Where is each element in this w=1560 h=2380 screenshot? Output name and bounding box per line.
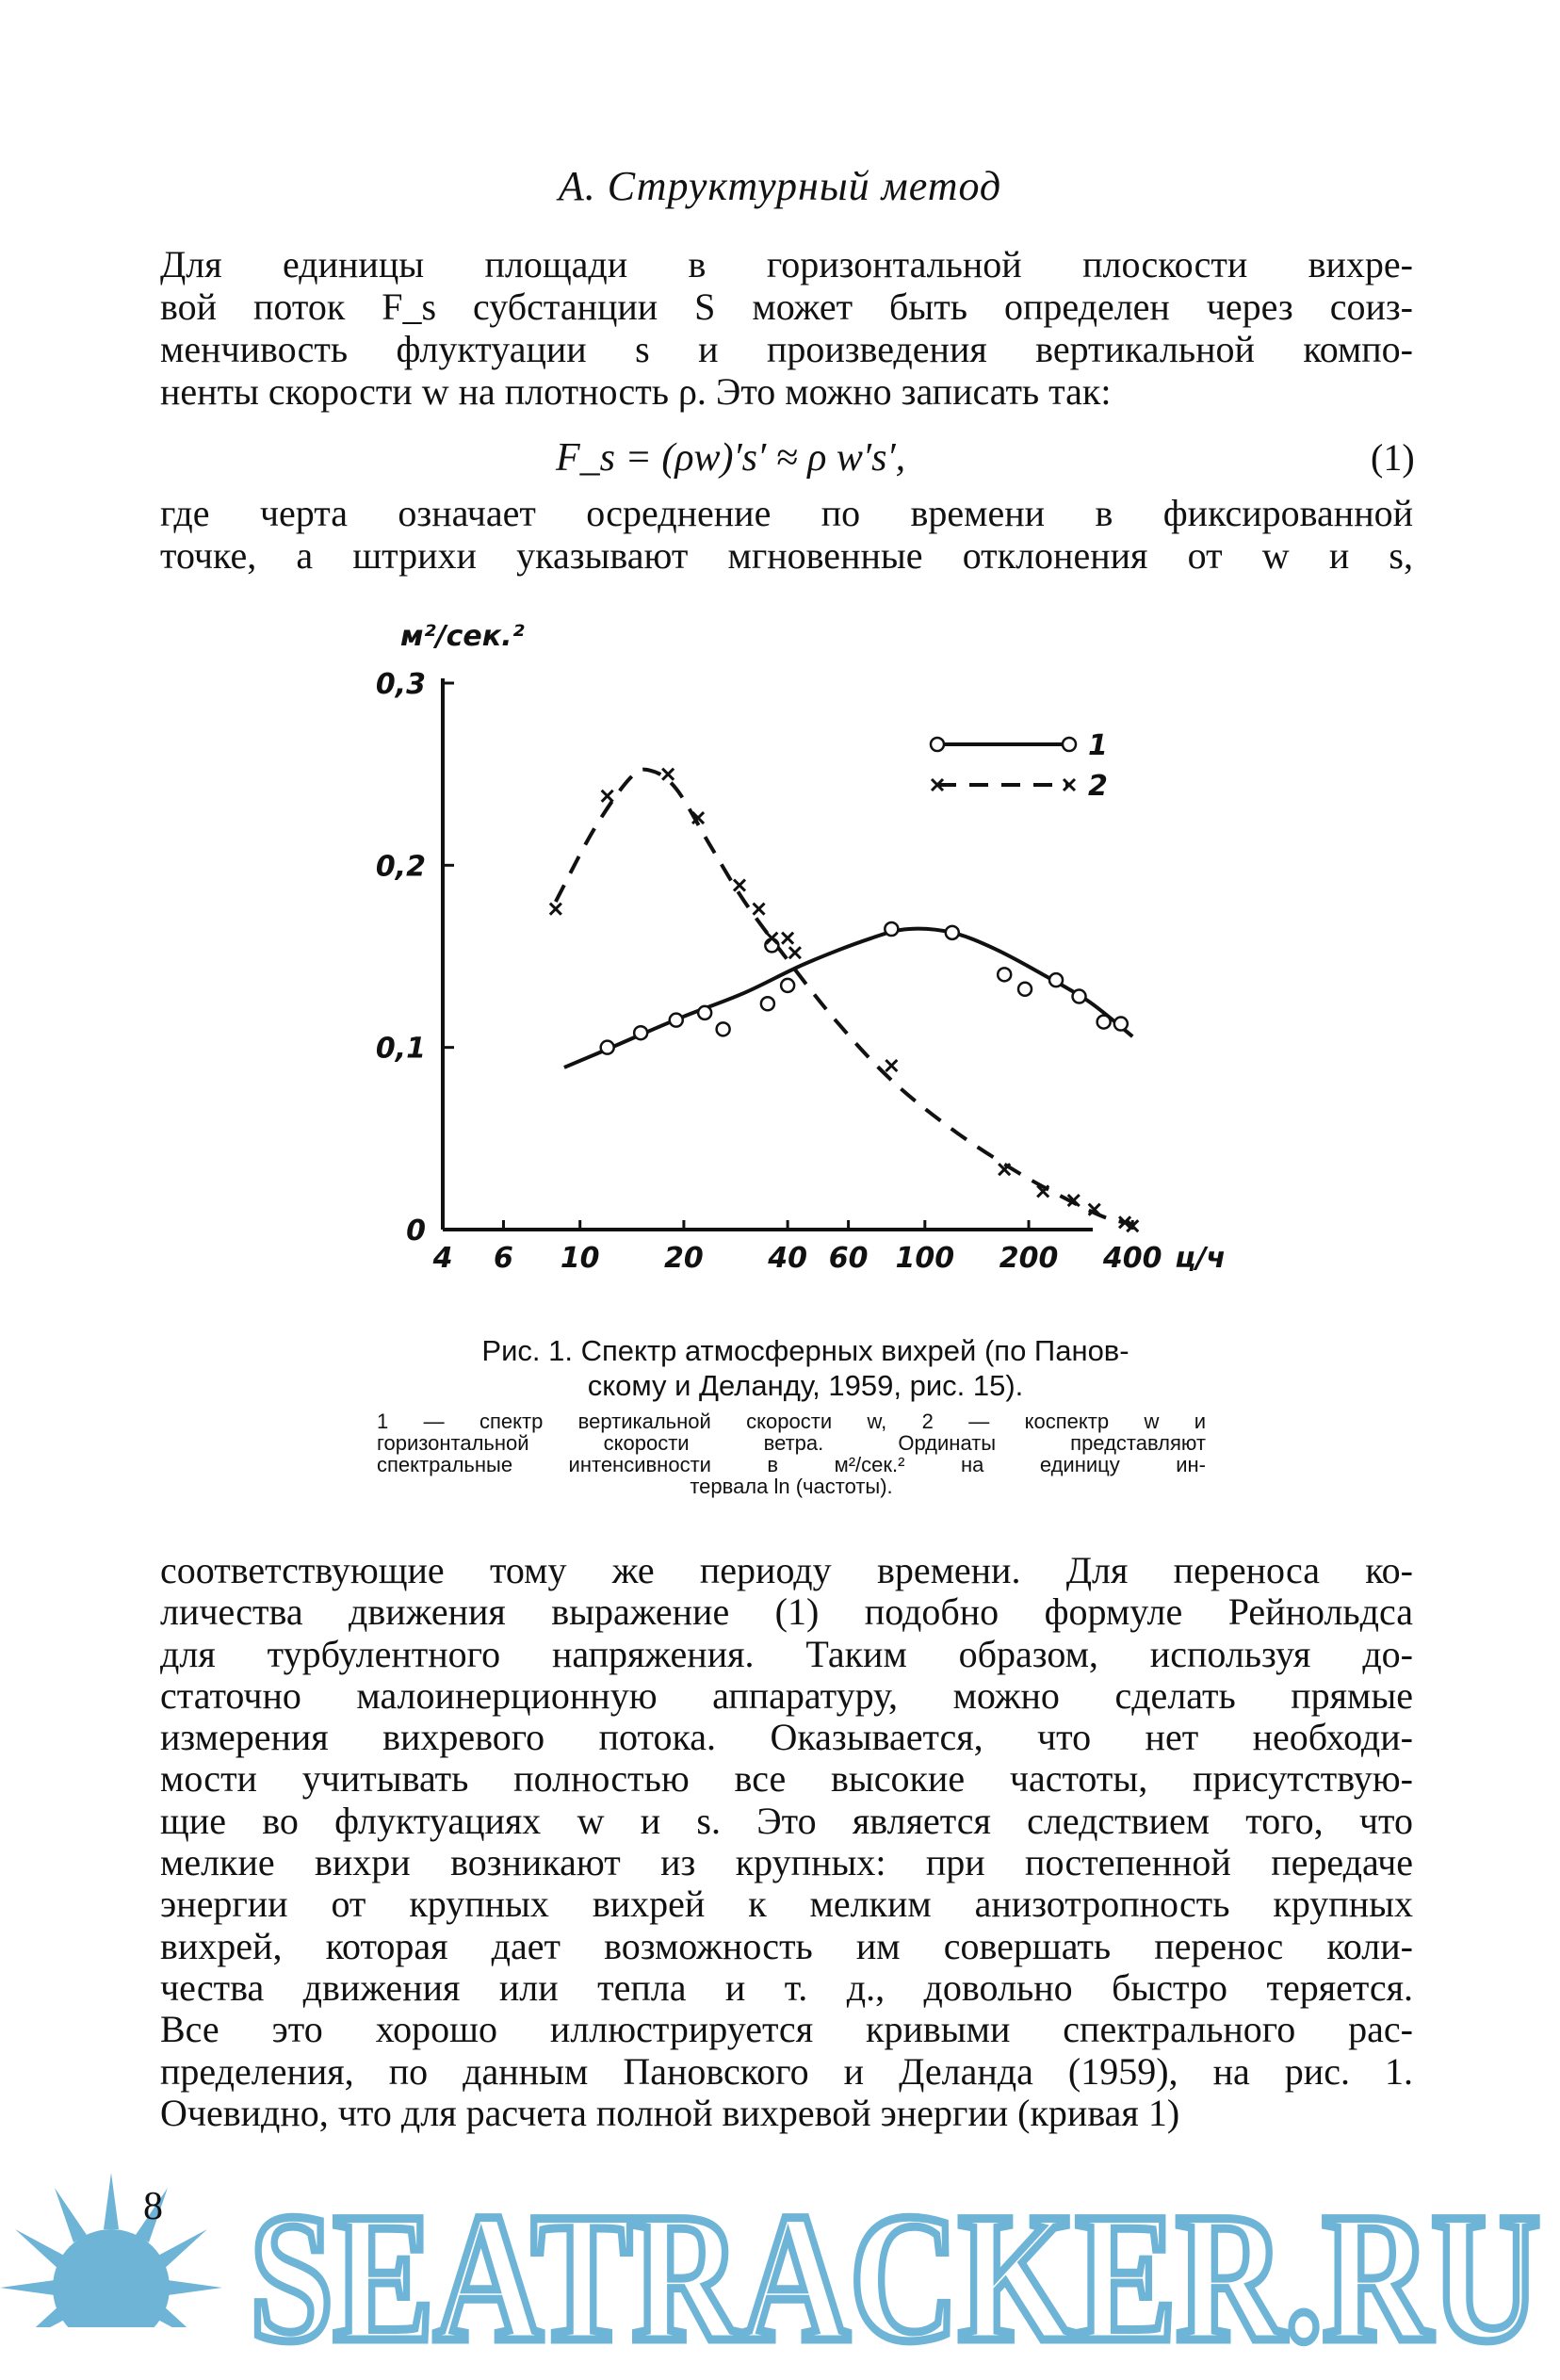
text-line: щие во флуктуациях w и s. Это является следствием того, что [160,1799,1413,1842]
caption-line: скому и Деланду, 1959, рис. 15). [587,1369,1024,1402]
spectrum-chart [358,617,1227,1314]
paragraph-1 [160,243,1413,413]
y-tick-label: 0 [406,1214,426,1247]
figure-caption [382,1333,1229,1403]
page-number: 8 [143,2185,163,2228]
text-line: вихрей, которая дает возможность им совершать перенос коли- [160,1924,1413,1967]
x-tick-label: 100 [895,1242,955,1275]
legend-marker-1 [931,738,944,751]
series-1-point [1018,983,1032,996]
x-tick-label: 200 [999,1242,1059,1275]
text-line: Для единицы площади в горизонтальной плоскости вихре- [160,243,1413,285]
series-1-line [564,929,1132,1068]
text-line: менчивость флуктуации s и произведения вертикальной компо- [160,328,1413,370]
caption-note-line: горизонтальной скорости ветра. Ординаты представляют [377,1431,1206,1455]
chart-points [550,769,1138,1231]
series-1-point [717,1022,730,1035]
y-tick-label: 0,3 [375,668,426,701]
text-line: личества движения выражение (1) подобно формуле Рейнольдса [160,1590,1413,1634]
series-1-point [1114,1018,1128,1031]
paragraph-2 [160,492,1413,577]
series-1-point [698,1006,711,1019]
text-line: Все это хорошо иллюстрируется кривыми спектрального рас- [160,2008,1413,2051]
x-tick-label: 4 [432,1242,453,1275]
series-2-line [556,770,1132,1225]
text-line: мелкие вихри возникают из крупных: при постепенной передаче [160,1841,1413,1884]
series-1-point [998,968,1011,981]
series-2-point [662,769,674,780]
series-2-point [886,1060,897,1071]
series-2-point [754,904,765,915]
formula: F_s = (ρw)′s′ ≈ ρ w′s′, [556,436,906,480]
text-line: энергии от крупных вихрей к мелким анизотропность крупных [160,1883,1413,1926]
series-2-point [550,904,561,915]
text-line: статочно малоинерционную аппаратуру, можно сделать прямые [160,1673,1413,1717]
series-1-point [670,1014,683,1027]
series-1-point [1097,1016,1111,1029]
x-tick-label: 40 [768,1242,807,1275]
caption-line: Рис. 1. Спектр атмосферных вихрей (по Панов- [481,1334,1129,1367]
watermark-text: SEATRACKER.RU [250,2176,1540,2380]
x-tick-label: 60 [828,1242,869,1275]
chart-curves [556,770,1132,1225]
text-line: Очевидно, что для расчета полной вихревой энергии (кривая 1) [160,2091,1180,2134]
y-tick-label: 0,1 [375,1032,426,1066]
watermark-logo [240,2146,1550,2380]
x-axis-label: ц/ч [1175,1242,1227,1275]
text-line: чества движения или тепла и т. д., довольно быстро теряется. [160,1965,1413,2009]
legend-marker-1 [1063,738,1076,751]
text-line: соответствующие тому же периоду времени. Для переноса ко- [160,1549,1413,1591]
series-1-point [1049,973,1063,986]
series-1-point [761,997,774,1010]
legend-marker-2 [1064,779,1075,791]
text-line: точке, а штрихи указывают мгновенные отклонения от w и s, [160,534,1413,577]
chart-legend [931,729,1108,803]
text-line: вой поток F_s субстанции S может быть определен через соиз- [160,285,1413,328]
series-1-point [885,922,898,936]
caption-note-line: тервала ln (частоты). [690,1475,893,1498]
x-tick-label: 400 [1102,1242,1162,1275]
y-tick-label: 0,2 [375,850,426,884]
y-axis-label: м²/сек.² [400,620,525,653]
x-tick-label: 10 [560,1242,600,1275]
series-2-point [734,880,745,891]
series-1-point [1073,990,1086,1003]
x-tick-label: 20 [664,1242,704,1275]
series-2-point [782,933,793,944]
caption-note-line: 1 — спектр вертикальной скорости w, 2 — коспектр w и [377,1410,1206,1433]
series-2-point [789,947,801,958]
text-line: ненты скорости w на плотность ρ. Это можно записать так: [160,370,1112,413]
legend-label-2: 2 [1088,770,1108,803]
series-1-point [946,926,959,939]
paragraph-3 [160,1550,1413,2134]
text-line: где черта означает осреднение по времени в фиксированной [160,492,1413,534]
caption-note-line: спектральные интенсивности в м²/сек.² на единицу ин- [377,1453,1206,1476]
x-tick-label: 6 [494,1242,513,1275]
equation-number: (1) [1371,436,1415,479]
text-line: измерения вихревого потока. Оказывается, что нет необходи- [160,1716,1413,1759]
text-line: для турбулентного напряжения. Таким образом, используя до- [160,1632,1413,1675]
figure-caption-note [377,1410,1206,1497]
series-1-point [601,1041,614,1054]
series-1-point [781,979,794,992]
text-line: пределения, по данным Пановского и Деланда (1959), на рис. 1. [160,2049,1413,2093]
section-title: А. Структурный метод [558,163,1002,209]
series-1-point [634,1026,647,1039]
series-2-point [602,791,613,802]
legend-label-1: 1 [1088,729,1108,762]
watermark-sun-icon [0,2167,245,2380]
text-line: мости учитывать полностью все высокие частоты, присутствую- [160,1757,1413,1801]
